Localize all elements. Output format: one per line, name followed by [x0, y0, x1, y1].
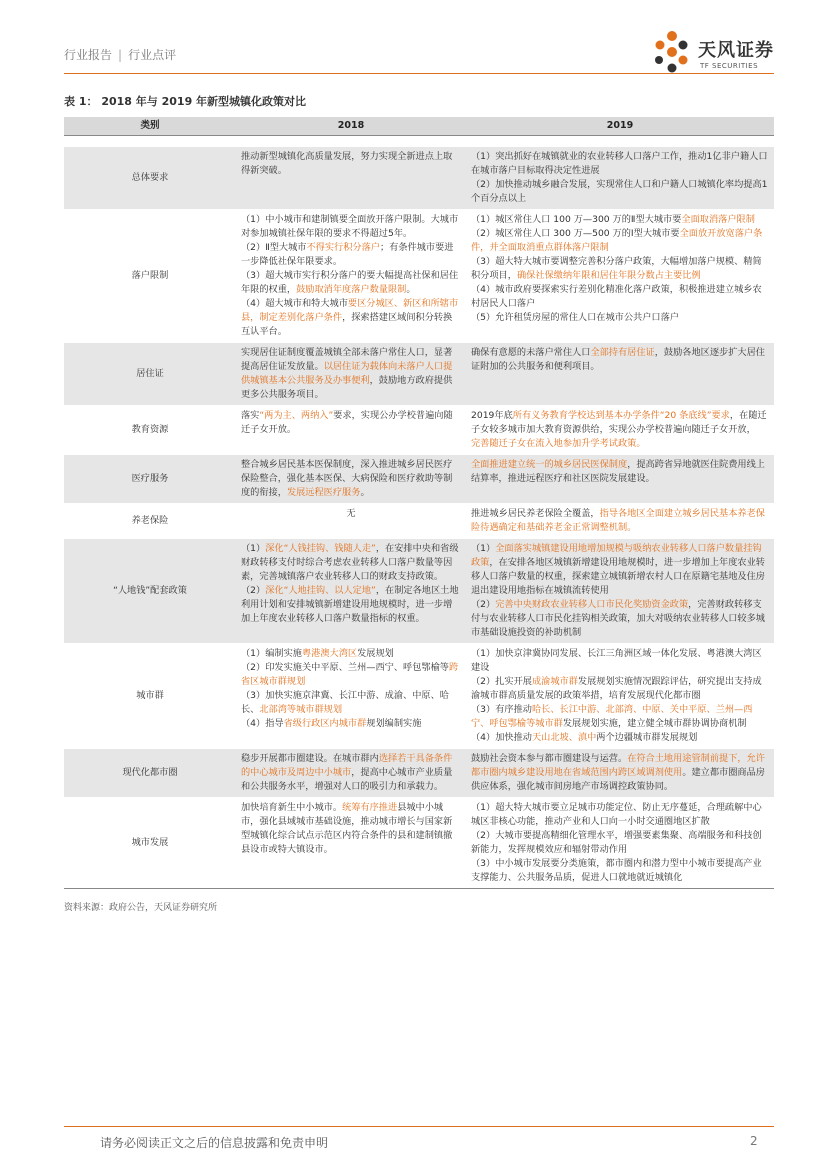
- cell-text: 发展规划实施，建立健全城市群协调协商机制: [562, 718, 747, 729]
- table-label: 表 1：: [64, 95, 98, 108]
- cell-paragraph: [471, 346, 769, 374]
- cell-text: 落实: [241, 410, 260, 421]
- cell-text: （4）加快推动: [471, 732, 532, 743]
- cell-text: ，在制定各地区土地利用计划和安排城镇新增建设用地规模时，进一步增加上年度农业转移人口落户数量指标的权重。: [241, 585, 459, 624]
- table-row: [64, 210, 774, 343]
- cell-text: （1）: [241, 543, 266, 554]
- cell-text: 加快培育新生中小城市。: [241, 802, 343, 813]
- cell-text: 推动新型城镇化高质量发展，努力实现全新进点上取得新突破。: [241, 151, 453, 176]
- cell-text: ，在随迁子女较多城市加大教育资源供给，实现公办学校普遍向随迁子女开放，: [471, 410, 767, 435]
- report-header: [64, 46, 176, 63]
- policy-2019-cell: [466, 406, 774, 455]
- cell-text: 县城中小城市，强化县域城市基础设施，推动城市增长与国家新型城镇化综合试点示范区内符合条件的县和建制镇撤县设市或特大镇设市。: [241, 802, 453, 855]
- category-cell: 落户限制: [64, 210, 236, 343]
- cell-paragraph: [241, 409, 461, 437]
- cell-text: （3）超大特大城市要调整完善积分落户政策，大幅增加落户规模、精简积分项目，: [471, 256, 762, 281]
- cell-text: （5）允许租赁房屋的常住人口在城市公共户口落户: [471, 312, 679, 323]
- table-row: [64, 798, 774, 889]
- cell-text: 要求，实现公办学校普遍向随迁子女开放。: [241, 410, 453, 435]
- table-title: 2018 年与 2019 年新型城镇化政策对比: [101, 95, 307, 108]
- highlight-text: 以居住证为载体向未落户人口提供城镇基本公共服务及办事便利: [241, 361, 453, 386]
- policy-2019-cell: [466, 539, 774, 644]
- cell-text: 。: [360, 487, 370, 498]
- cell-text: ，鼓励各地区逐步扩大居住证附加的公共服务和便利项目。: [471, 347, 765, 372]
- cell-text: （1）突出抓好在城镇就业的农业转移人口落户工作，推动1亿非户籍人口在城市落户目标取得决定性进展: [471, 151, 768, 176]
- cell-paragraph: [241, 584, 461, 626]
- highlight-text: 统筹有序推进: [342, 802, 398, 813]
- disclaimer-footer: 请务必阅读正文之后的信息披露和免责申明: [100, 1136, 329, 1150]
- highlight-text: 全面放开放宽落户条件，并全面取消重点群体落户限制: [471, 228, 763, 253]
- policy-2018-cell: [236, 343, 466, 406]
- category-cell: 医疗服务: [64, 455, 236, 504]
- highlight-text: 成渝城市群: [531, 676, 578, 687]
- cell-paragraph: [471, 801, 769, 829]
- cell-text: （2）印发实施关中平原、兰州—西宁、呼包鄂榆等: [241, 662, 449, 673]
- cell-paragraph: [241, 346, 461, 402]
- spacer-cell: [64, 136, 774, 147]
- cell-paragraph: [471, 675, 769, 703]
- cell-text: 推进城乡居民养老保险全覆盖，: [471, 508, 600, 519]
- highlight-text: 深化“人地挂钩、以人定地”: [265, 585, 376, 596]
- cell-text: ，完善财政转移支付与农业转移人口市民化挂钩相关政策，加大对吸纳农业转移人口较多城市基础设施投资的补助机制: [471, 599, 765, 638]
- cell-text: 确保有意愿的未落户常住人口: [471, 347, 591, 358]
- cell-text: （1）加快京津冀协同发展、长江三角洲区域一体化发展、粤港澳大湾区建设: [471, 648, 762, 673]
- cell-text: 稳步开展都市圈建设。在城市群内: [241, 753, 379, 764]
- highlight-text: 发展远程医疗服务: [286, 487, 361, 498]
- cell-paragraph: [471, 311, 769, 325]
- cell-paragraph: [241, 717, 461, 731]
- cell-text: 实现居住证制度覆盖城镇全部未落户常住人口，显著提高居住证发放量。: [241, 347, 453, 372]
- col-header-2019: 2019: [466, 117, 774, 136]
- cell-paragraph: [471, 458, 769, 486]
- cell-text: （3）超大城市实行积分落户的要大幅提高社保和居住年限的权重，: [241, 270, 459, 295]
- cell-paragraph: [241, 150, 461, 178]
- highlight-text: 不得实行积分落户: [306, 242, 380, 253]
- header-rule: [64, 73, 774, 74]
- cell-paragraph: [241, 297, 461, 339]
- table-row: [64, 504, 774, 539]
- cell-text: （3）有序推动: [471, 704, 532, 715]
- cell-text: ，提高跨省异地就医住院费用线上结算率，推进远程医疗和社区医院发展建设。: [471, 459, 765, 484]
- table-row: [64, 406, 774, 455]
- cell-paragraph: [471, 437, 769, 451]
- cell-paragraph: [241, 213, 461, 241]
- category-cell: 城市发展: [64, 798, 236, 889]
- cell-paragraph: [471, 409, 769, 437]
- cell-paragraph: [471, 857, 769, 885]
- cell-text: 发展规划实施情况跟踪评估，研究提出支持成渝城市群高质量发展的政策举措，培育发展现代化都市圈: [471, 676, 762, 701]
- cell-paragraph: [471, 703, 769, 731]
- cell-paragraph: [471, 829, 769, 857]
- policy-2019-cell: [466, 749, 774, 798]
- cell-text: （3）中小城市发展要分类施策，都市圈内和潜力型中小城市要提高产业支撑能力、公共服务品质，促进人口就地就近城镇化: [471, 858, 762, 883]
- cell-paragraph: [241, 507, 461, 521]
- cell-paragraph: [471, 255, 769, 283]
- cell-paragraph: [471, 507, 769, 535]
- policy-comparison-table: [64, 117, 774, 889]
- highlight-text: 要区分城区、新区和所辖市县，制定差别化落户条件: [241, 298, 459, 323]
- table-row: [64, 539, 774, 644]
- category-cell: “人地钱”配套政策: [64, 539, 236, 644]
- policy-2018-cell: [236, 798, 466, 889]
- highlight-text: 确保社保缴纳年限和居住年限分数占主要比例: [516, 270, 701, 281]
- cell-text: ，探索搭建区域间积分转换互认平台。: [241, 312, 453, 337]
- row-spacer: [64, 136, 774, 147]
- cell-text: （1）中小城市和建制镇要全面放开落户限制。大城市对参加城镇社保年限的要求不得超过5年。: [241, 214, 459, 239]
- cell-text: （4）超大城市和特大城市: [241, 298, 348, 309]
- cell-text: 规划编制实施: [366, 718, 422, 729]
- highlight-text: 选择若干具备条件的中心城市及周边中小城市: [241, 753, 453, 778]
- cell-text: 两个边疆城市群发展规划: [596, 732, 698, 743]
- policy-2019-cell: [466, 147, 774, 210]
- policy-2019-cell: [466, 504, 774, 539]
- cell-text: ，在安排各地区城镇新增建设用地规模时，进一步增加上年度农业转移人口落户数量的权重，探索建立城镇新增农村人口在原籍宅基地及住房退出建设用地指标在城镇流转使用: [471, 557, 765, 596]
- category-cell: 养老保险: [64, 504, 236, 539]
- cell-text: （4）指导: [241, 718, 284, 729]
- source-note: 资料来源：政府公告，天风证券研究所: [64, 903, 218, 913]
- cell-text: 发展规划: [357, 648, 394, 659]
- cell-text: （2）Ⅱ型大城市: [241, 242, 307, 253]
- highlight-text: 全面推进建立统一的城乡居民医保制度: [471, 459, 628, 470]
- cell-text: （2）加快推动城乡融合发展，实现常住人口和户籍人口城镇化率均提高1个百分点以上: [471, 179, 768, 204]
- header-separator: |: [118, 48, 123, 62]
- highlight-text: 指导各地区全面建立城乡居民基本养老保险待遇确定和基础养老金正常调整机制。: [471, 508, 765, 533]
- cell-paragraph: [241, 241, 461, 269]
- cell-text: ，提高中心城市产业质量和公共服务水平，增强对人口的吸引力和承载力。: [241, 767, 453, 792]
- cell-text: ，鼓励地方政府提供更多公共服务项目。: [241, 375, 453, 400]
- cell-paragraph: [241, 801, 461, 857]
- policy-2018-cell: [236, 749, 466, 798]
- cell-paragraph: [471, 213, 769, 227]
- cell-text: （3）加快实施京津冀、长江中游、成渝、中原、哈长、: [241, 690, 449, 715]
- highlight-text: “两为主、两纳入”: [259, 410, 334, 421]
- highlight-text: 跨省区城市群规划: [241, 662, 459, 687]
- policy-2018-cell: [236, 539, 466, 644]
- cell-text: 无: [346, 508, 356, 519]
- cell-text: （2）: [241, 585, 266, 596]
- table-row: [64, 147, 774, 210]
- report-subtype: 行业点评: [128, 48, 177, 62]
- highlight-text: 完善随迁子女在流入地参加升学考试政策。: [471, 438, 646, 449]
- cell-paragraph: [241, 647, 461, 661]
- category-cell: 现代化都市圈: [64, 749, 236, 798]
- cell-paragraph: [241, 269, 461, 297]
- cell-paragraph: [471, 150, 769, 178]
- table-row: [64, 455, 774, 504]
- logo-text-cn: 天风证券: [698, 40, 774, 61]
- cell-text: （1）: [471, 543, 496, 554]
- footer-rule: [64, 1126, 774, 1127]
- highlight-text: 全面落实城镇建设用地增加规模与吸纳农业转移人口落户数量挂钩政策: [471, 543, 762, 568]
- table-row: [64, 343, 774, 406]
- highlight-text: 天山北坡、滇中: [531, 732, 597, 743]
- policy-2019-cell: [466, 455, 774, 504]
- cell-paragraph: [241, 689, 461, 717]
- cell-paragraph: [241, 661, 461, 689]
- category-cell: 教育资源: [64, 406, 236, 455]
- highlight-text: 粤港澳大湾区: [301, 648, 358, 659]
- policy-2018-cell: [236, 210, 466, 343]
- category-cell: 居住证: [64, 343, 236, 406]
- table-row: [64, 644, 774, 749]
- cell-text: （2）大城市要提高精细化管理水平，增强要素集聚、高端服务和科技创新能力，发挥规模效应和辐射带动作用: [471, 830, 762, 855]
- cell-paragraph: [471, 647, 769, 675]
- col-header-2018: 2018: [236, 117, 466, 136]
- cell-text: （2）: [471, 599, 496, 610]
- highlight-text: 在符合土地用途管制前提下，允许都市圈内城乡建设用地在省域范围内跨区域调剂使用: [471, 753, 765, 778]
- cell-text: 2019年底: [471, 410, 513, 421]
- cell-paragraph: [241, 542, 461, 584]
- cell-paragraph: [241, 458, 461, 500]
- cell-text: 。: [406, 284, 416, 295]
- cell-text: （1）超大特大城市要立足城市功能定位、防止无序蔓延，合理疏解中心城区非核心功能，推动产业和人口向一小时交通圈地区扩散: [471, 802, 762, 827]
- highlight-text: 全部持有居住证: [590, 347, 655, 358]
- logo-text-en: TF SECURITIES: [700, 62, 759, 70]
- policy-2019-cell: [466, 644, 774, 749]
- cell-text: （1）编制实施: [241, 648, 302, 659]
- table-caption: [64, 93, 306, 109]
- highlight-text: 北部湾等城市群规划: [259, 704, 343, 715]
- cell-text: （1）城区常住人口 100 万—300 万的Ⅱ型大城市要: [471, 214, 682, 225]
- category-cell: 总体要求: [64, 147, 236, 210]
- cell-paragraph: [471, 283, 769, 311]
- table-header-row: [64, 117, 774, 136]
- policy-2018-cell: [236, 406, 466, 455]
- cell-text: （4）城市政府要探索实行差别化精准化落户政策，积极推进建立城乡农村居民人口落户: [471, 284, 762, 309]
- cell-paragraph: [471, 542, 769, 598]
- policy-2018-cell: [236, 455, 466, 504]
- page-number: 2: [750, 1134, 758, 1148]
- cell-text: 鼓励社会资本参与都市圈建设与运营。: [471, 753, 628, 764]
- cell-paragraph: [471, 752, 769, 794]
- policy-2018-cell: [236, 644, 466, 749]
- cell-paragraph: [471, 598, 769, 640]
- cell-text: 。建立都市圈商品房供应体系，强化城市间房地产市场调控政策协同。: [471, 767, 765, 792]
- cell-paragraph: [241, 752, 461, 794]
- cell-text: （2）城区常住人口 300 万—500 万的Ⅰ型大城市要: [471, 228, 680, 239]
- highlight-text: 深化“人钱挂钩、钱随人走”: [265, 543, 376, 554]
- table-row: [64, 749, 774, 798]
- cell-text: 整合城乡居民基本医保制度，深入推进城乡居民医疗保险整合，强化基本医保、大病保险和医疗救助等制度的衔接，: [241, 459, 453, 498]
- highlight-text: 省级行政区内城市群: [283, 718, 367, 729]
- cell-text: ；有条件城市要进一步降低社保年限要求。: [241, 242, 454, 267]
- policy-2019-cell: [466, 343, 774, 406]
- cell-paragraph: [471, 178, 769, 206]
- report-type: 行业报告: [64, 48, 113, 62]
- highlight-text: 哈长、长江中游、北部湾、中原、关中平原、兰州—西宁、呼包鄂榆等城市群: [471, 704, 753, 729]
- category-cell: 城市群: [64, 644, 236, 749]
- policy-2018-cell: [236, 504, 466, 539]
- highlight-text: 全面取消落户限制: [681, 214, 755, 225]
- highlight-text: 所有义务教育学校达到基本办学条件“20 条底线”要求: [512, 410, 730, 421]
- policy-2018-cell: [236, 147, 466, 210]
- cell-text: ，在安排中央和省级财政转移支付时综合考虑农业转移人口落户数量等因素，完善城镇落户农业转移人口的财政支持政策。: [241, 543, 459, 582]
- highlight-text: 鼓励取消年度落户数量限制: [296, 284, 407, 295]
- policy-2019-cell: [466, 210, 774, 343]
- table-body: [64, 136, 774, 889]
- cell-paragraph: [471, 227, 769, 255]
- cell-paragraph: [471, 731, 769, 745]
- col-header-category: 类别: [64, 117, 236, 136]
- cell-text: （2）扎实开展: [471, 676, 532, 687]
- highlight-text: 完善中央财政农业转移人口市民化奖励资金政策: [495, 599, 689, 610]
- policy-2019-cell: [466, 798, 774, 889]
